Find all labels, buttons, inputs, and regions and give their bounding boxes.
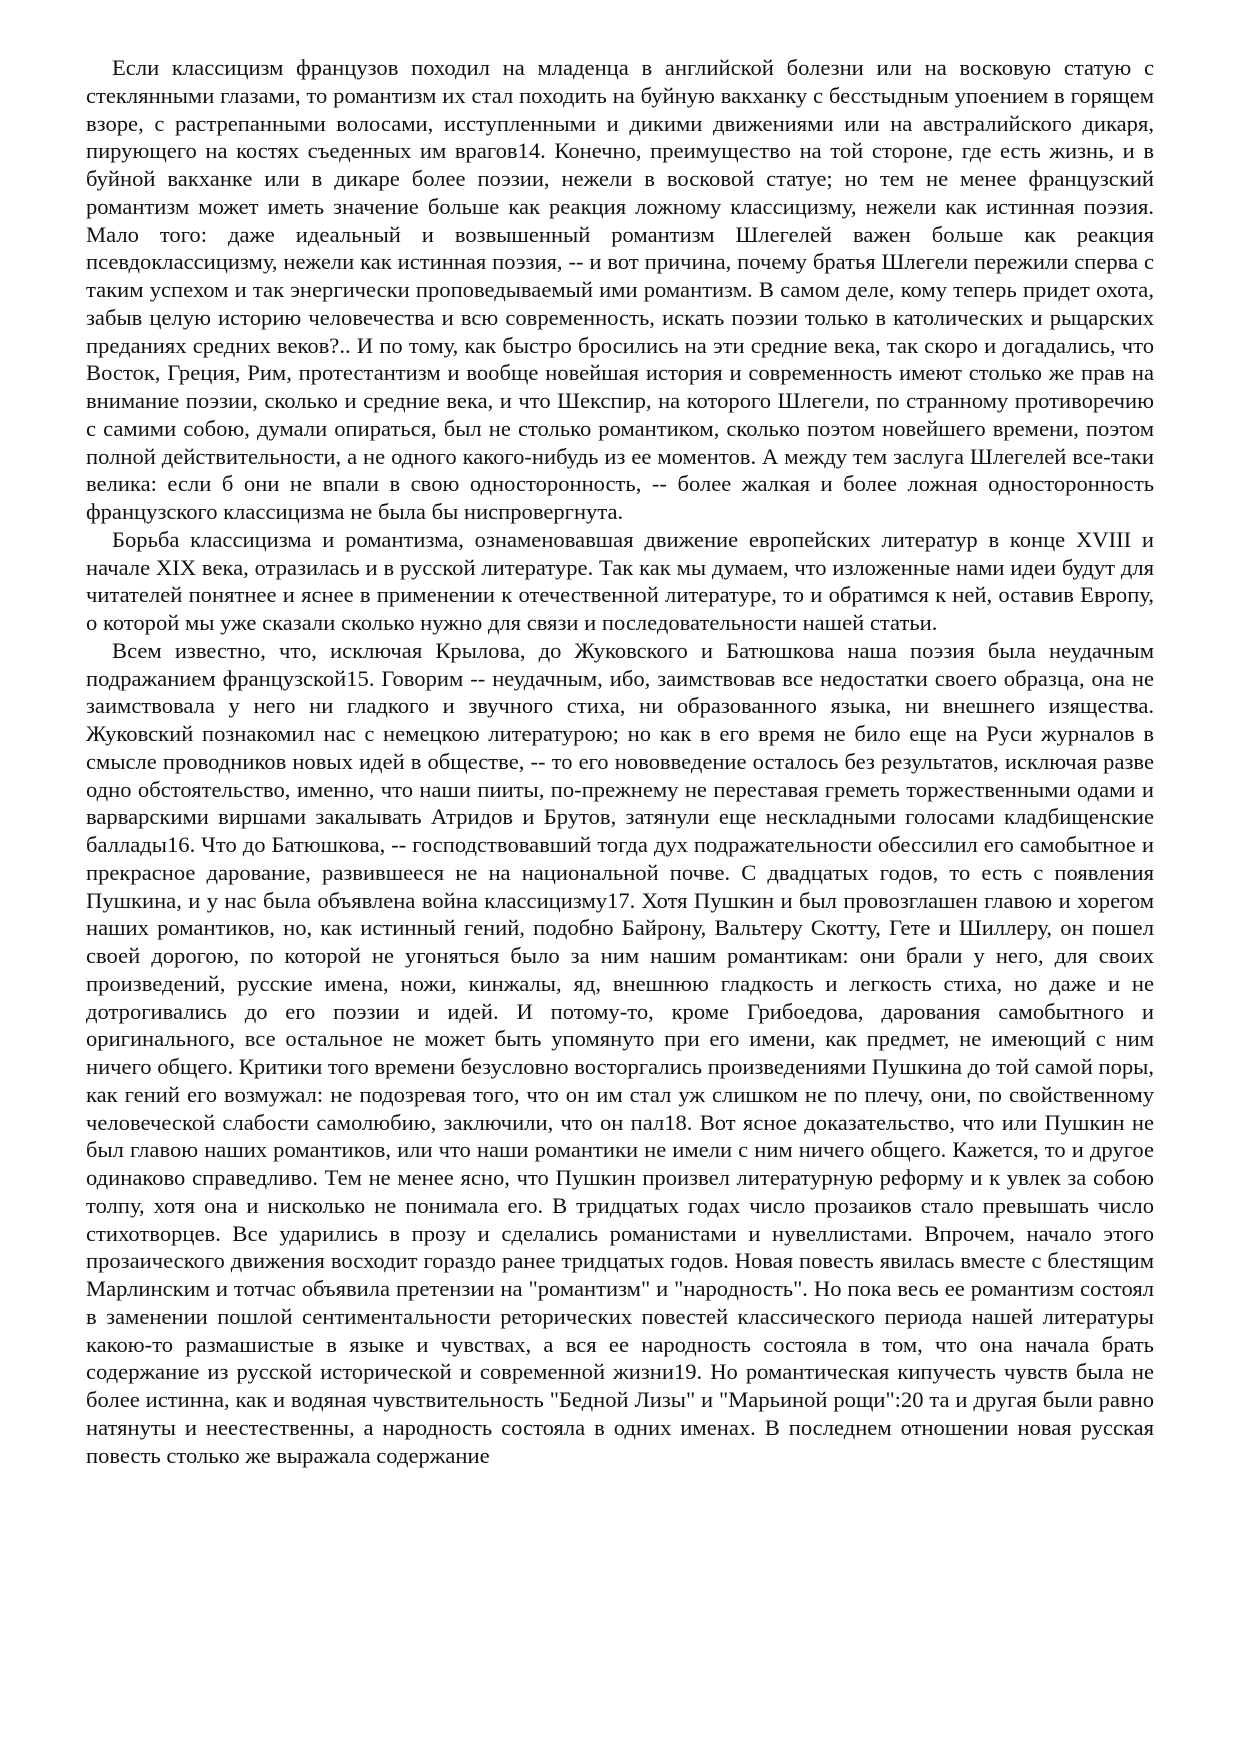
document-page	[86, 54, 1154, 1469]
paragraph-russian-poetry-history: Всем известно, что, исключая Крылова, до Жуковского и Батюшкова наша поэзия была неудачным подражанием французской15. Говорим -- неудачным, ибо, заимствовав все недостатки своего образца, она не заимствовала у него ни гладкого и звучного стиха, ни образованного языка, ни внешнего изящества. Жуковский познакомил нас с немецкою литературою; но как в его время не било еще на Руси журналов в смысле проводников новых идей в обществе, -- то его нововведение осталось без результатов, исключая разве одно обстоятельство, именно, что наши пииты, по-прежнему не переставая греметь торжественными одами и варварскими виршами закалывать Атридов и Брутов, затянули еще нескладными голосами кладбищенские баллады16. Что до Батюшкова, -- господствовавший тогда дух подражательности обессилил его самобытное и прекрасное дарование, развившееся не на национальной почве. С двадцатых годов, то есть с появления Пушкина, и у нас была объявлена война классицизму17. Хотя Пушкин и был провозглашен главою и хорегом наших романтиков, но, как истинный гений, подобно Байрону, Вальтеру Скотту, Гете и Шиллеру, он пошел своей дорогою, по которой не угоняться было за ним нашим романтикам: они брали у него, для своих произведений, русские имена, ножи, кинжалы, яд, внешнюю гладкость и легкость стиха, но даже и не дотрогивались до его поэзии и идей. И потому-то, кроме Грибоедова, дарования самобытного и оригинального, все остальное не может быть упомянуто при его имени, как предмет, не имеющий с ним ничего общего. Критики того времени безусловно восторгались произведениями Пушкина до той самой поры, как гений его возмужал: не подозревая того, что он им стал уж слишком не по плечу, они, по свойственному человеческой слабости самолюбию, заключили, что он пал18. Вот ясное доказательство, что или Пушкин не был главою наших романтиков, или что наши романтики не имели с ним ничего общего. Кажется, то и другое одинаково справедливо. Тем не менее ясно, что Пушкин произвел литературную реформу и к увлек за собою толпу, хотя она и нисколько не понимала его. В тридцатых годах число прозаиков стало превышать число стихотворцев. Все ударились в прозу и сделались романистами и нувеллистами. Впрочем, начало этого прозаического движения восходит гораздо ранее тридцатых годов. Новая повесть явилась вместе с блестящим Марлинским и тотчас объявила претензии на "романтизм" и "народность". Но пока весь ее романтизм состоял в заменении пошлой сентиментальности реторических повестей классического периода нашей литературы какою-то размашистые в языке и чувствах, а вся ее народность состояла в том, что она начала брать содержание из русской исторической и современной жизни19. Но романтическая кипучесть чувств была не более истинна, как и водяная чувствительность "Бедной Лизы" и "Марьиной рощи":20 та и другая были равно натянуты и неестественны, а народность состояла в одних именах. В последнем отношении новая русская повесть столько же выражала содержание	[86, 637, 1154, 1468]
paragraph-classicism-romanticism: Если классицизм французов походил на младенца в английской болезни или на восковую статую с стеклянными глазами, то романтизм их стал походить на буйную вакханку с бесстыдным упоением в горящем взоре, с растрепанными волосами, исступленными и дикими движениями или на австралийского дикаря, пирующего на костях съеденных им врагов14. Конечно, преимущество на той стороне, где есть жизнь, и в буйной вакханке или в дикаре более поэзии, нежели в восковой статуе; но тем не менее французский романтизм может иметь значение больше как реакция ложному классицизму, нежели как истинная поэзия. Мало того: даже идеальный и возвышенный романтизм Шлегелей важен больше как реакция псевдоклассицизму, нежели как истинная поэзия, -- и вот причина, почему братья Шлегели пережили сперва с таким успехом и так энергически проповедываемый ими романтизм. В самом деле, кому теперь придет охота, забыв целую историю человечества и всю современность, искать поэзии только в католических и рыцарских преданиях средних веков?.. И по тому, как быстро бросились на эти средние века, так скоро и догадались, что Восток, Греция, Рим, протестантизм и вообще новейшая история и современность имеют столько же прав на внимание поэзии, сколько и средние века, и что Шекспир, на которого Шлегели, по странному противоречию с самими собою, думали опираться, был не столько романтиком, сколько поэтом новейшего времени, поэтом полной действительности, а не одного какого-нибудь из ее моментов. А между тем заслуга Шлегелей все-таки велика: если б они не впали в свою односторонность, -- более жалкая и более ложная односторонность французского классицизма не была бы ниспровергнута.	[86, 55, 1154, 524]
paragraph-struggle-russian-literature: Борьба классицизма и романтизма, ознаменовавшая движение европейских литератур в конце XVIII и начале XIX века, отразилась и в русской литературе. Так как мы думаем, что изложенные нами идеи будут для читателей понятнее и яснее в применении к отечественной литературе, то и обратимся к ней, оставив Европу, о которой мы уже сказали сколько нужно для связи и последовательности нашей статьи.	[86, 526, 1154, 635]
